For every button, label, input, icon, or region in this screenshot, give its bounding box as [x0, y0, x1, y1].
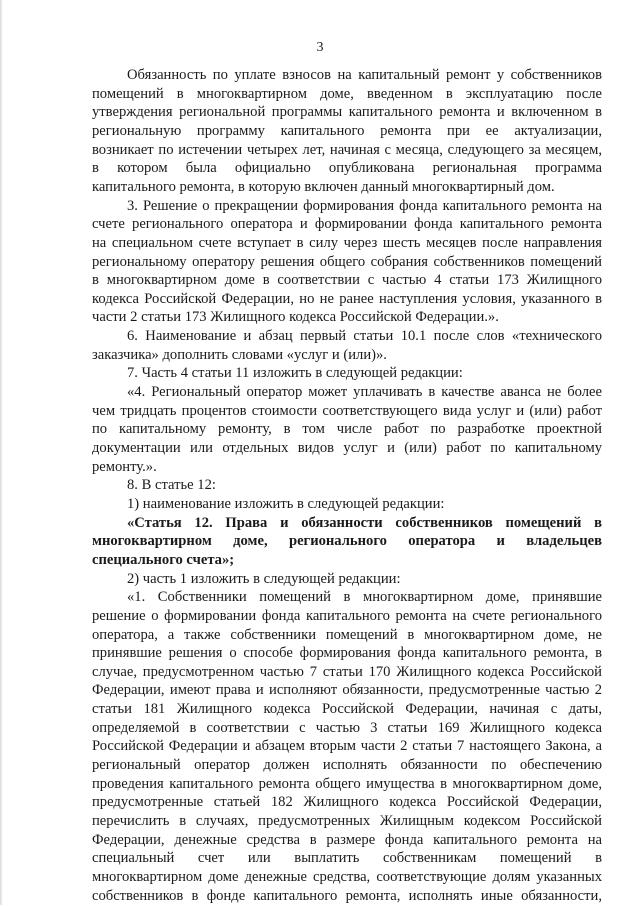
text-line: Обязанность по уплате взносов на капитальный ремонт у собственников	[127, 67, 602, 83]
text-line: многоквартирном доме денежные средства, соответствующие долям указанных	[92, 868, 602, 885]
text-line: «4. Региональный оператор может уплачивать в качестве аванса не более	[127, 384, 602, 401]
text-line: на специальном счете вступает в силу через шесть месяцев после направления	[92, 234, 602, 251]
text-line: счете регионального оператора и формировании фонда капитального ремонта	[92, 216, 602, 233]
text-line: по капитальному ремонту, в том числе работ по разработке проектной	[92, 421, 602, 438]
text-line: региональную программу капитального ремонта при ее актуализации,	[92, 122, 602, 139]
text-line: в котором была официально опубликована региональная программа	[92, 160, 602, 177]
text-line: региональному оператору решения общего собрания собственников помещений	[92, 253, 602, 270]
text-line: принявшие решения о способе формирования фонда капитального ремонта, в	[92, 645, 602, 662]
text-line: в многоквартирном доме в соответствии с частью 4 статьи 173 Жилищного	[92, 272, 602, 289]
text-line: кодекса Российской Федерации, но не ранее наступления условия, указанного в	[92, 290, 602, 307]
text-line: 2) часть 1 изложить в следующей редакции:	[127, 570, 401, 587]
text-line: чем тридцать процентов стоимости соответствующего вида услуг и (или) работ	[92, 402, 602, 419]
text-line: определяемой в соответствии с частью 3 статьи 169 Жилищного кодекса	[92, 719, 602, 736]
text-line: ремонту.».	[92, 458, 157, 475]
text-line: возникает по истечении четырех лет, начиная с месяца, следующего за месяцем,	[92, 141, 602, 158]
text-line: предусмотренные статьей 182 Жилищного кодекса Российской Федерации,	[92, 794, 602, 811]
text-line: 3. Решение о прекращении формирования фонда капитального ремонта на	[127, 197, 602, 214]
text-line: специальный счет или выплатить собственникам помещений в	[92, 850, 602, 867]
text-line: статьи 181 Жилищного кодекса Российской Федерации, начиная с даты,	[92, 701, 602, 718]
page-number: 3	[316, 40, 324, 55]
text-line: заказчика» дополнить словами «услуг и (или)».	[92, 346, 387, 363]
text-line: проведения капитального ремонта общего имущества в многоквартирном доме,	[92, 775, 602, 792]
text-line: решение о формировании фонда капитального ремонта на счете регионального	[92, 607, 602, 624]
text-line: капитального ремонта, в которую включен данный многоквартирный дом.	[92, 178, 555, 195]
text-line: многоквартирном доме, регионального оператора и владельцев	[92, 533, 602, 550]
text-line: 1) наименование изложить в следующей редакции:	[127, 495, 445, 512]
text-line: 6. Наименование и абзац первый статьи 10.1 после слов «технического	[127, 328, 602, 345]
text-line: помещений в многоквартирном доме, введенном в эксплуатацию после	[92, 85, 602, 102]
text-line: части 2 статьи 173 Жилищного кодекса Российской Федерации.».	[92, 309, 499, 326]
text-line: 7. Часть 4 статьи 11 изложить в следующей редакции:	[127, 365, 463, 382]
text-line: Федерации, денежные средства в размере фонда капитального ремонта на	[92, 831, 602, 848]
text-line: оператора, а также собственники помещений в многоквартирном доме, не	[92, 626, 602, 643]
text-line: «Статья 12. Права и обязанности собственников помещений в	[127, 514, 602, 531]
text-line: «1. Собственники помещений в многоквартирном доме, принявшие	[127, 589, 602, 606]
text-line: собственников в фонде капитального ремонта, исполнять иные обязанности,	[92, 887, 602, 904]
text-line: специального счета»;	[92, 551, 235, 568]
text-line: 8. В статье 12:	[127, 477, 216, 494]
text-line: документации или отдельных видов услуг и (или) работ по капитальному	[92, 440, 602, 456]
text-line: Российской Федерации и абзацем вторым части 2 статьи 7 настоящего Закона, а	[92, 738, 602, 755]
text-line: утверждения региональной программы капитального ремонта и включенном в	[92, 104, 602, 121]
text-line: случае, предусмотренном частью 7 статьи 170 Жилищного кодекса Российской	[92, 663, 602, 680]
text-line: перечислить в случаях, предусмотренных Жилищным кодексом Российской	[92, 813, 602, 829]
text-line: Федерации, имеют права и исполняют обязанности, предусмотренные частью 2	[92, 682, 602, 699]
text-line: региональный оператор должен исполнять обязанности по обеспечению	[92, 757, 602, 774]
